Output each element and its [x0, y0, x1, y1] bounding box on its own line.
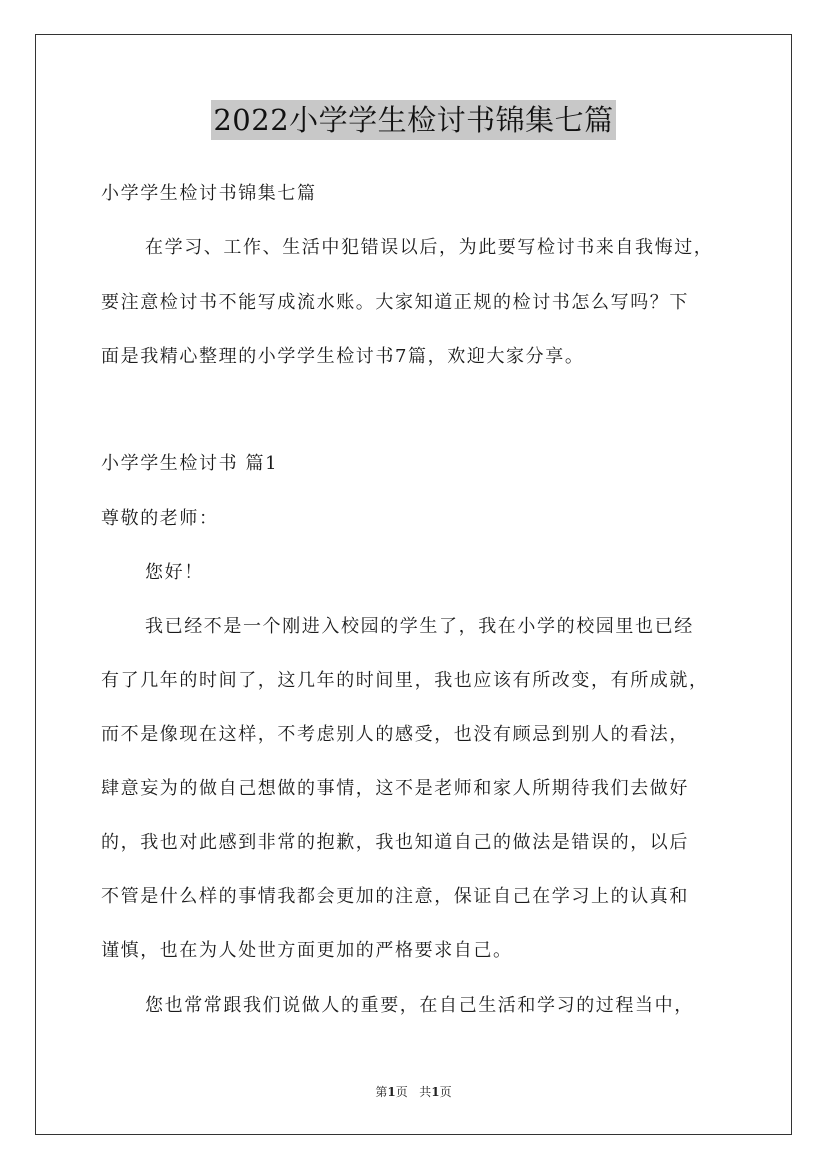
footer-total-suffix: 页: [439, 1085, 452, 1099]
body-line-6: 不管是什么样的事情我都会更加的注意，保证自己在学习上的认真和: [101, 886, 689, 907]
page-footer: [0, 1083, 827, 1100]
document-title: 2022小学学生检讨书锦集七篇: [211, 100, 615, 140]
intro-line-3: 面是我精心整理的小学学生检讨书7篇，欢迎大家分享。: [101, 346, 585, 367]
greeting: 您好！: [145, 562, 204, 583]
body-line-2: 有了几年的时间了，这几年的时间里，我也应该有所改变，有所成就，: [101, 670, 709, 691]
body-line-3: 而不是像现在这样，不考虑别人的感受，也没有顾忌到别人的看法，: [101, 724, 689, 745]
body-line-1: 我已经不是一个刚进入校园的学生了，我在小学的校园里也已经: [145, 616, 694, 637]
salutation: 尊敬的老师：: [101, 508, 219, 529]
body-line-7: 谨慎，也在为人处世方面更加的严格要求自己。: [101, 940, 513, 961]
intro-line-2: 要注意检讨书不能写成流水账。大家知道正规的检讨书怎么写吗？下: [101, 292, 689, 313]
intro-line-1: 在学习、工作、生活中犯错误以后，为此要写检讨书来自我悔过，: [145, 237, 714, 258]
body-line-5: 的，我也对此感到非常的抱歉，我也知道自己的做法是错误的，以后: [101, 832, 689, 853]
footer-page-number: 1: [387, 1085, 396, 1099]
body-line-8: 您也常常跟我们说做人的重要，在自己生活和学习的过程当中，: [145, 995, 694, 1016]
footer-page-prefix: 第: [375, 1085, 388, 1099]
document-title-wrap: [0, 100, 827, 140]
footer-page-suffix: 页: [395, 1085, 408, 1099]
footer-total-number: 1: [431, 1085, 440, 1099]
footer-total-prefix: 共: [419, 1085, 432, 1099]
subtitle-line: 小学学生检讨书锦集七篇: [101, 183, 317, 204]
section-heading: 小学学生检讨书 篇1: [101, 453, 279, 474]
body-line-4: 肆意妄为的做自己想做的事情，这不是老师和家人所期待我们去做好: [101, 778, 689, 799]
